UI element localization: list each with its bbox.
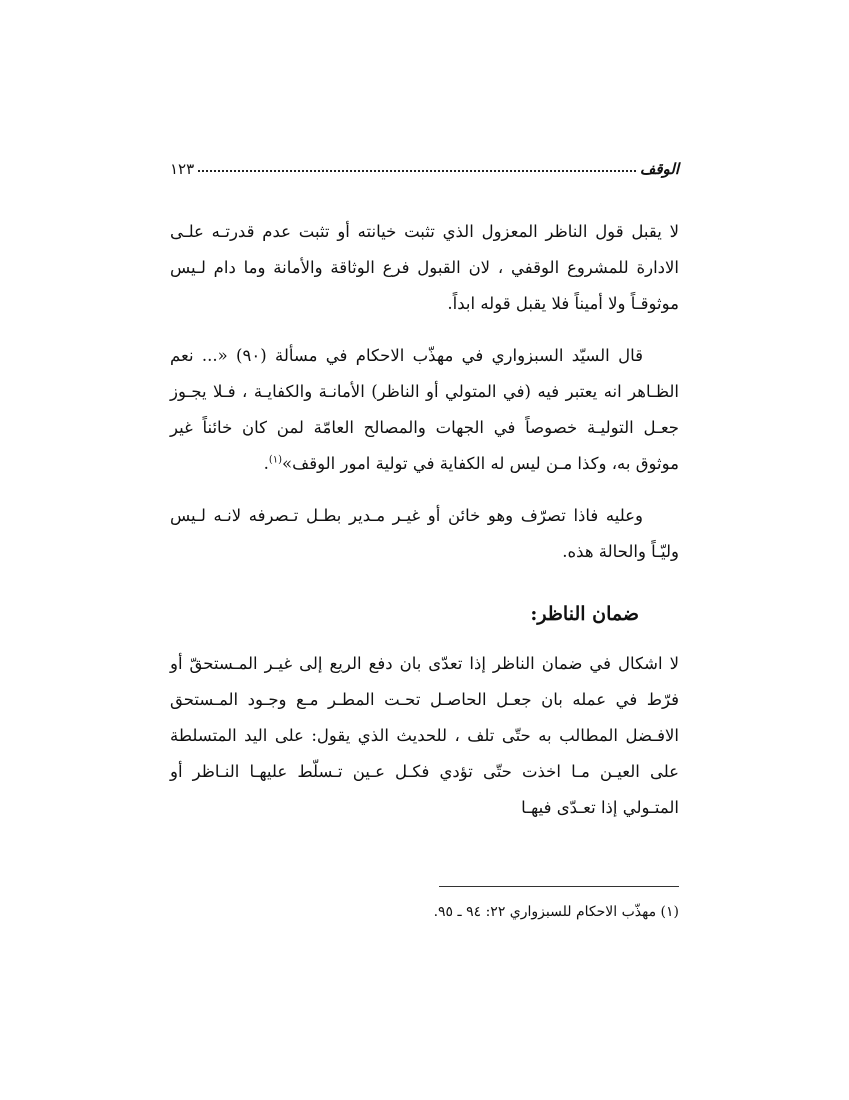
paragraph-2 — [170, 338, 679, 482]
paragraph-4-text: لا اشكال في ضمان الناظر إذا تعدّى بان دفع الريع إلى غيـر المـستحقّ أو فرّط في عمله بان جعـل الحاصـل تحـت المطـر مـع وجـود المـستحق الافـضل المطالب به حتّى تلف ، للحديث الذي يقول: على اليد المتسلطة على العيـن مـا اخذت حتّى تؤدي فكـل عـين تـسلّط عليهـا النـاظر أو المتـولي إذا تعـدّى فيهـا — [170, 654, 679, 817]
paragraph-1 — [170, 214, 679, 322]
footnote-marker: (١) — [268, 454, 283, 466]
section-heading: ضمان الناظر: — [530, 603, 639, 625]
paragraph-4 — [170, 646, 679, 826]
running-header — [170, 150, 679, 178]
paragraph-3-text: وعليه فاذا تصرّف وهو خائن أو غيـر مـدير بطـل تـصرفه لانـه لـيس وليّـاً والحالة هذه. — [170, 506, 679, 561]
paragraph-2-text: قال السيّد السبزواري في مهذّب الاحكام في مسألة (٩٠) «... نعم الظـاهر انه يعتبر فيه (في المتولي أو الناظر) الأمانـة والكفايـة ، فـلا يجـوز جعـل التوليـة خصوصاً في الجهات والمصالح العامّة لمن كان خائناً غير موثوق به، وكذا مـن ليس له الكفاية في تولية امور الوقف» — [170, 346, 679, 473]
footnote-divider — [439, 886, 679, 887]
page-number: ١٢٣ — [170, 160, 195, 178]
book-page — [170, 150, 679, 923]
body-text — [170, 214, 679, 826]
dot-leader — [198, 170, 636, 172]
footnote: (١) مهذّب الاحكام للسبزواري ٢٢: ٩٤ ـ ٩٥. — [433, 904, 679, 920]
paragraph-2-tail: . — [263, 454, 269, 473]
paragraph-3 — [170, 498, 679, 570]
paragraph-1-text: لا يقبل قول الناظر المعزول الذي تثبت خيانته أو تثبت عدم قدرتـه علـى الادارة للمشروع الوقفي ، لان القبول فرع الوثاقة والأمانة وما دام لـيس موثوقـاً ولا أميناً فلا يقبل قوله ابداً. — [170, 222, 679, 313]
running-title: الوقف — [639, 160, 679, 178]
